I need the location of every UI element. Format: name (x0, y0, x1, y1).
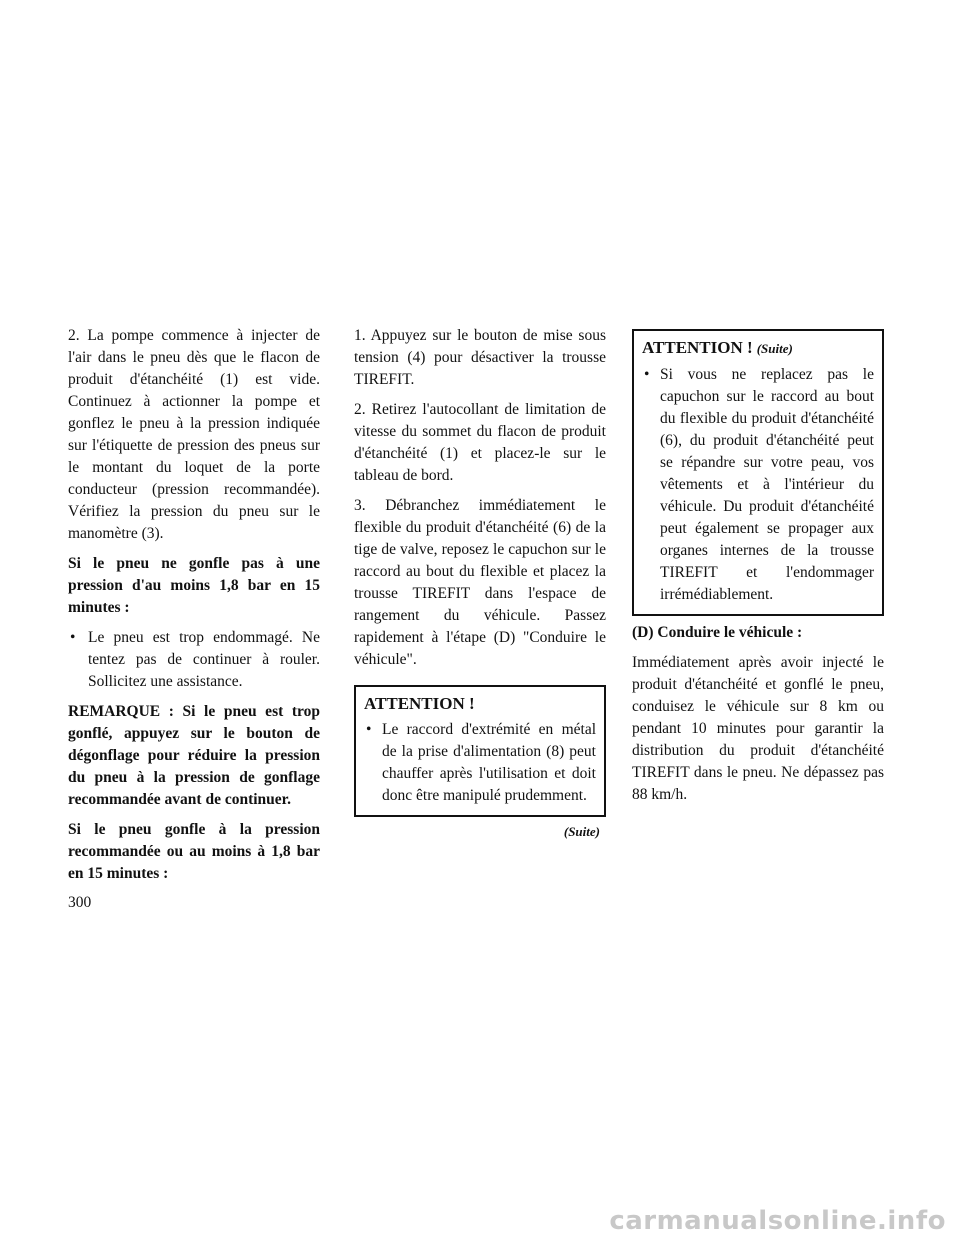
continued-label: (Suite) (563, 824, 600, 839)
paragraph-step-2: 2. La pompe commence à injecter de l'air dans le pneu dès que le flacon de produit d'étanchéité (1) est vide. Continuez à actionner la pompe et gonflez le pneu à la pression indiquée sur l'étiquette de pression des pneus sur le montant du loquet de la porte conducteur (pression recommandée). Vérifiez la pression du pneu sur le manomètre (3). (68, 327, 320, 542)
heading-pressure-ok: Si le pneu gonfle à la pression recommandée ou au moins à 1,8 bar en 15 minutes : (68, 821, 320, 882)
paragraph-step-2b: 2. Retirez l'autocollant de limitation de vitesse du sommet du flacon de produit d'étanchéité (1) et placez-le sur le tableau de bord. (354, 401, 606, 484)
warning-title: ATTENTION ! (364, 694, 475, 713)
warning-title-continued (642, 337, 874, 360)
column-left (68, 325, 320, 893)
bullet-tire-damaged: • Le pneu est trop endommagé. Ne tentez pas de continuer à rouler. Sollicitez une assistance. (68, 627, 320, 693)
column-middle (354, 325, 606, 843)
column-right (632, 325, 884, 814)
warning-box (354, 685, 606, 817)
warning-title-text: ATTENTION ! (642, 338, 753, 357)
page-number: 300 (68, 894, 92, 911)
warning-bullet-cap: • Si vous ne replacez pas le capuchon sur le raccord au bout du flexible du produit d'étanchéité (6), du produit d'étanchéité peut se répandre sur votre peau, vos vêtements et à l'intérieur du véhicule. Du produit d'étanchéité peut également se propager aux organes internes de la trousse TIREFIT et l'endommager irrémédiablement. (642, 364, 874, 606)
warning-box-continued (632, 329, 884, 616)
warning-suite-label: (Suite) (756, 341, 793, 356)
heading-low-pressure: Si le pneu ne gonfle pas à une pression d'au moins 1,8 bar en 15 minutes : (68, 555, 320, 616)
paragraph-step-1: 1. Appuyez sur le bouton de mise sous tension (4) pour désactiver la trousse TIREFIT. (354, 327, 606, 388)
watermark-logo: carmanualsonline.info (609, 1206, 946, 1236)
warning-bullet-hot-fitting: • Le raccord d'extrémité en métal de la prise d'alimentation (8) peut chauffer après l'utilisation et doit donc être manipulé prudemment. (364, 719, 596, 807)
paragraph-step-3: 3. Débranchez immédiatement le flexible du produit d'étanchéité (6) de la tige de valve, reposez le capuchon sur le raccord au bout du flexible et placez la trousse TIREFIT dans l'espace de rangement du véhicule. Passez rapidement à l'étape (D) "Conduire le véhicule". (354, 497, 606, 668)
paragraph-drive: Immédiatement après avoir injecté le produit d'étanchéité et gonflé le pneu, conduisez le véhicule sur 8 km ou pendant 10 minutes pour garantir la distribution du produit d'étanchéité TIREFIT dans le pneu. Ne dépassez pas 88 km/h. (632, 654, 884, 803)
heading-drive-vehicle: (D) Conduire le véhicule : (632, 624, 803, 641)
note-overinflated: REMARQUE : Si le pneu est trop gonflé, appuyez sur le bouton de dégonflage pour réduire la pression du pneu à la pression de gonflage recommandée avant de continuer. (68, 703, 320, 808)
